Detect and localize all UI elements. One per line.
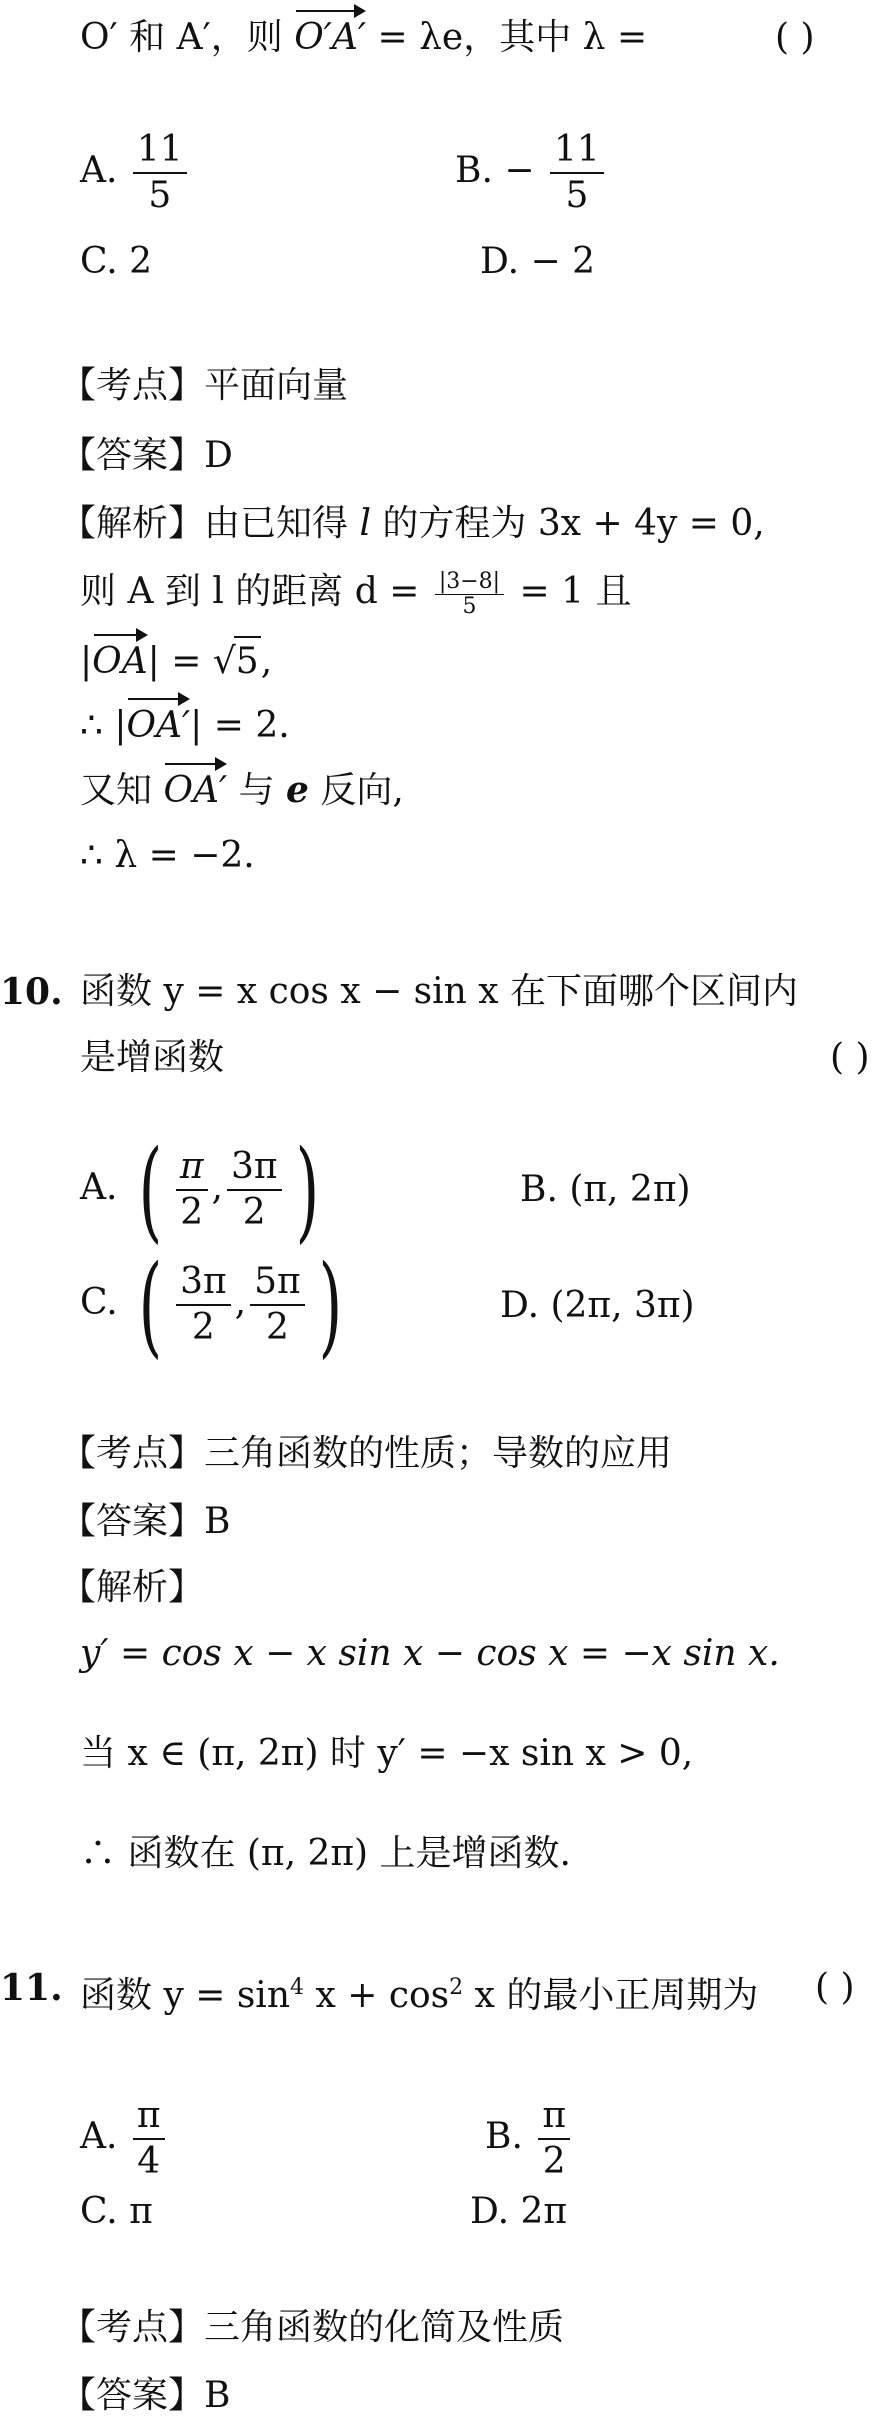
- q11-option-c: C. π: [80, 2191, 153, 2232]
- q10-option-a: A. ( $\frac{\pi}{2}$ , $\frac{3\pi}{2}$ ): [80, 1126, 319, 1254]
- exponent: 2: [449, 1975, 464, 2000]
- fraction: [227, 1145, 282, 1235]
- exponent: 4: [290, 1975, 305, 2000]
- minus-sign: −: [504, 150, 535, 191]
- stem-text: x + cos: [304, 1975, 450, 2016]
- right-paren: ): [318, 1241, 342, 1369]
- numerator: 3π: [227, 1145, 282, 1191]
- denominator: 2: [191, 1307, 215, 1348]
- analysis-text: 又知: [80, 770, 164, 811]
- option-letter: B.: [455, 150, 493, 191]
- vector-OpAp: O′A′: [294, 14, 366, 62]
- q11-kaodian: 【考点】三角函数的化简及性质: [60, 2307, 565, 2348]
- abs-bar: |: [80, 641, 93, 682]
- fraction: [176, 1260, 231, 1350]
- q9-kaodian: 【考点】平面向量: [60, 365, 349, 406]
- stem-text: 函数 y = sin: [80, 1975, 291, 2016]
- fraction: [550, 128, 604, 218]
- option-letter: A.: [80, 150, 118, 191]
- q10-option-c: C. ( $\frac{3\pi}{2}$ , $\frac{5\pi}{2}$ ): [80, 1241, 342, 1369]
- analysis-text: 【解析】由已知得: [60, 503, 360, 544]
- q10-answer: 【答案】B: [60, 1501, 231, 1542]
- numerator: 11: [550, 128, 604, 174]
- q11-answer: 【答案】B: [60, 2375, 231, 2416]
- q9-stem-line: [80, 14, 647, 62]
- vector-OAp: OA′: [126, 702, 190, 750]
- q9-analysis-line-6: ∴ λ = −2.: [80, 835, 255, 876]
- option-letter: B.: [485, 2116, 523, 2157]
- left-paren: (: [138, 1126, 163, 1254]
- fraction: [133, 128, 187, 218]
- denominator: 5: [148, 175, 172, 216]
- q9-answer-paren: ( ): [775, 17, 815, 58]
- denominator: 5: [462, 593, 477, 619]
- q9-option-a: [80, 128, 191, 218]
- numerator: 3π: [176, 1260, 231, 1306]
- fraction: [250, 1260, 305, 1350]
- q9-stem-text-2: = λe，其中 λ =: [366, 17, 648, 58]
- q9-option-b: [455, 128, 608, 218]
- fraction: [133, 2094, 165, 2184]
- q9-analysis-line-5: [80, 766, 404, 815]
- analysis-text: ,: [260, 641, 273, 682]
- vector-e: e: [286, 769, 309, 811]
- analysis-text: 反向,: [308, 770, 404, 811]
- numerator: 11: [133, 128, 187, 174]
- analysis-text: 与: [227, 770, 287, 811]
- q10-analysis-line-1: y′ = cos x − x sin x − cos x = −x sin x.: [80, 1633, 780, 1674]
- q9-analysis-line-4: [80, 702, 290, 750]
- option-letter: A.: [80, 2116, 118, 2157]
- q9-option-d: D. − 2: [480, 241, 595, 282]
- analysis-text: | = √: [147, 641, 236, 682]
- denominator: 2: [180, 1192, 204, 1233]
- stem-text: x 的最小正周期为: [463, 1975, 759, 2016]
- analysis-text: | = 2.: [190, 705, 290, 746]
- denominator: 5: [565, 175, 589, 216]
- fraction: [176, 1145, 208, 1235]
- q10-kaodian: 【考点】三角函数的性质；导数的应用: [60, 1433, 673, 1474]
- numerator: 5π: [250, 1260, 305, 1306]
- denominator: 2: [542, 2141, 566, 2182]
- analysis-text: 的方程为 3x + 4y = 0,: [370, 503, 765, 544]
- q10-analysis-label: 【解析】: [60, 1567, 205, 1608]
- q11-option-a: [80, 2094, 169, 2184]
- distance-fraction: [435, 570, 504, 619]
- q11-option-d: D. 2π: [470, 2191, 568, 2232]
- q9-analysis-line-1: [60, 500, 765, 548]
- var-l: l: [359, 503, 371, 544]
- numerator: |3−8|: [435, 570, 504, 595]
- option-letter: A.: [80, 1167, 118, 1208]
- fraction: [538, 2094, 570, 2184]
- q10-option-d: D. (2π, 3π): [500, 1285, 695, 1326]
- q10-stem-line-2: 是增函数: [80, 1037, 225, 1078]
- sqrt-radicand: 5: [234, 636, 261, 686]
- vector-OA: OA: [92, 638, 148, 686]
- q9-option-c: C. 2: [80, 241, 153, 282]
- q10-analysis-line-3: ∴ 函数在 (π, 2π) 上是增函数.: [80, 1833, 571, 1874]
- q11-answer-paren: ( ): [815, 1967, 855, 2008]
- q11-stem: [80, 1964, 758, 2020]
- numerator: π: [538, 2094, 570, 2140]
- right-paren: ): [295, 1126, 319, 1254]
- q10-analysis-line-2: 当 x ∈ (π, 2π) 时 y′ = −x sin x > 0,: [80, 1733, 694, 1774]
- q9-stem-text-1: O′ 和 A′，则: [80, 17, 295, 58]
- analysis-text: ∴ |: [80, 705, 127, 746]
- q10-number: 10.: [0, 971, 63, 1013]
- left-paren: (: [138, 1241, 163, 1369]
- q9-analysis-line-3: [80, 636, 272, 686]
- analysis-text: 则 A 到 l 的距离 d =: [80, 571, 431, 612]
- q10-stem-line-1: 函数 y = x cos x − sin x 在下面哪个区间内: [80, 971, 799, 1012]
- q11-number: 11.: [0, 1967, 63, 2009]
- denominator: 2: [265, 1307, 289, 1348]
- q9-analysis-line-2: [80, 568, 632, 619]
- numerator: π: [176, 1145, 208, 1191]
- vector-OAp: OA′: [163, 767, 227, 815]
- q9-answer: 【答案】D: [60, 435, 233, 476]
- q11-option-b: [485, 2094, 574, 2184]
- option-letter: C.: [80, 1282, 118, 1323]
- q10-option-b: B. (π, 2π): [520, 1169, 691, 1210]
- denominator: 4: [137, 2141, 161, 2182]
- numerator: π: [133, 2094, 165, 2140]
- analysis-text: = 1 且: [508, 571, 632, 612]
- denominator: 2: [242, 1192, 266, 1233]
- q10-answer-paren: ( ): [830, 1037, 870, 1078]
